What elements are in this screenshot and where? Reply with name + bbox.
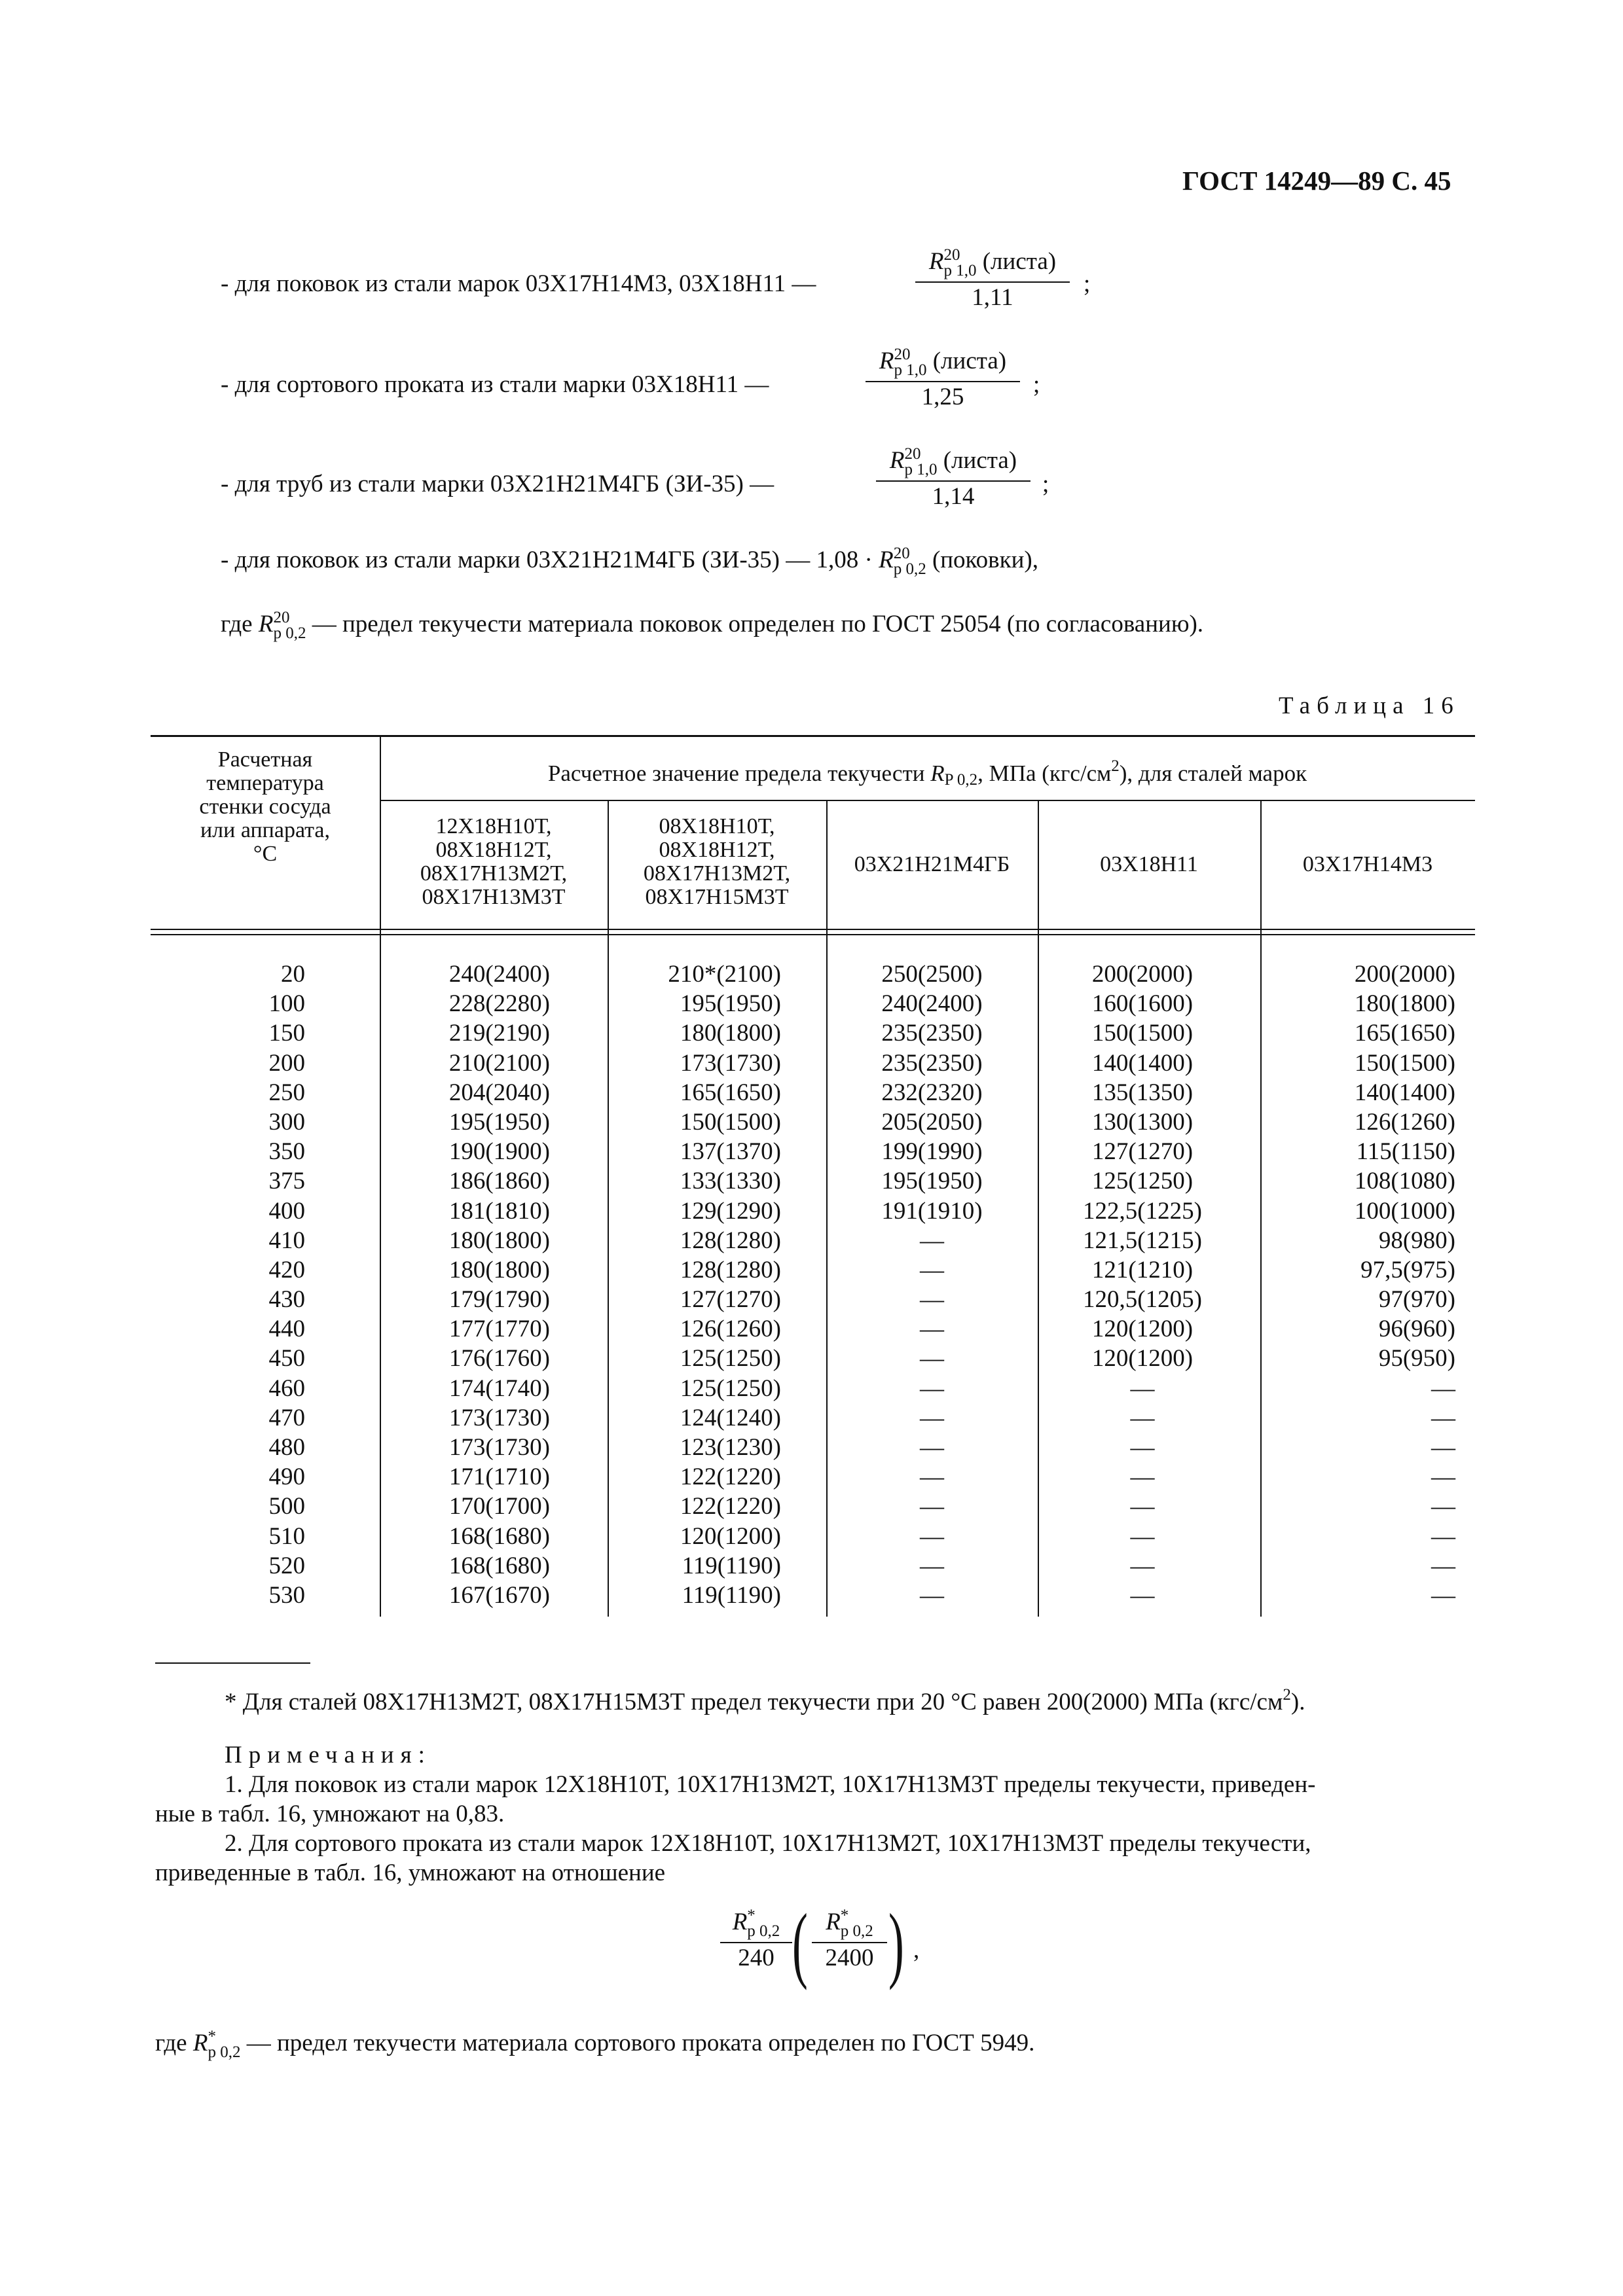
numerator-tail: (листа) [982, 248, 1057, 275]
table-cell: 250 [268, 1079, 305, 1106]
table-cell: 120(1200) [680, 1522, 781, 1550]
R-symbol: R [732, 1909, 748, 1935]
table-cell: — [920, 1404, 944, 1431]
table-cell: — [920, 1316, 944, 1343]
R-symbol: R [192, 2030, 208, 2056]
table-cell: 191(1910) [881, 1197, 983, 1225]
table-cell: — [920, 1463, 944, 1491]
sub: p 1,0 [904, 461, 938, 478]
formula-line-3-text: - для труб из стали марки 03Х21Н21М4ГБ (ЗИ-35) — [221, 471, 775, 497]
table-cell: — [920, 1434, 944, 1461]
table-cell: 97,5(975) [1360, 1256, 1455, 1283]
header-bottom-line-2 [151, 934, 1475, 935]
table-cell: 235(2350) [881, 1049, 983, 1077]
header-line: стенки сосуда [199, 795, 331, 819]
R-symbol: R [879, 547, 894, 573]
table-cell: 122(1220) [680, 1463, 781, 1491]
table-cell: 120(1200) [1091, 1345, 1194, 1372]
denominator: 240 [738, 1945, 775, 1971]
table-cell: 120,5(1205) [1083, 1286, 1202, 1314]
table-cell: 165(1650) [680, 1079, 781, 1106]
sub: p 0,2 [747, 1922, 780, 1940]
footnote [225, 1681, 1305, 1717]
table-cell: 173(1730) [448, 1434, 550, 1461]
table-cell: 127(1270) [680, 1286, 781, 1314]
formula-line-1-text: - для поковок из стали марок 03Х17Н14М3, 03Х18Н11 — [221, 270, 816, 297]
table-cell: — [1431, 1493, 1455, 1520]
table-cell: 20 [281, 961, 305, 988]
table-cell: 100(1000) [1354, 1197, 1455, 1225]
steel-column-4 [1038, 960, 1247, 1610]
sub: p 0,2 [273, 624, 306, 642]
table-cell: 176(1760) [448, 1345, 550, 1372]
table-cell: 121,5(1215) [1083, 1227, 1202, 1254]
steel-header-4 [1038, 853, 1260, 876]
table-cell: — [1130, 1522, 1155, 1550]
table-cell: 170(1700) [448, 1493, 550, 1520]
table-cell: 160(1600) [1091, 990, 1194, 1018]
table-cell: — [1431, 1374, 1455, 1402]
steel-column-3 [826, 960, 1038, 1610]
notes-heading: Примечания: [225, 1742, 431, 1768]
span-header-end: ), для сталей марок [1119, 761, 1307, 786]
table-cell: 180(1800) [680, 1020, 781, 1047]
table-cell: 125(1250) [680, 1345, 781, 1372]
ratio-fraction-2 [812, 1908, 887, 1973]
table-cell: 168(1680) [448, 1522, 550, 1550]
table-cell: 150 [268, 1020, 305, 1047]
header-line: 08Х18Н12Т, [659, 838, 775, 862]
steel-header-2 [608, 815, 826, 909]
table-cell: 100 [268, 990, 305, 1018]
right-paren: ) [888, 1897, 904, 1991]
formula-line-4 [221, 546, 1038, 577]
table-cell: 300 [268, 1108, 305, 1136]
table-cell: — [1130, 1493, 1155, 1520]
table-cell: — [920, 1552, 944, 1579]
table-cell: 460 [268, 1374, 305, 1402]
table-cell: 115(1150) [1356, 1138, 1455, 1166]
R-symbol: R [889, 447, 905, 474]
table-cell: — [1431, 1552, 1455, 1579]
table-cell: 480 [268, 1434, 305, 1461]
table-cell: — [1130, 1463, 1155, 1491]
table-cell: 122(1220) [680, 1493, 781, 1520]
denominator: 1,11 [972, 284, 1013, 311]
table-cell: 126(1260) [1354, 1108, 1455, 1136]
header-line: 08Х17Н13М3Т [422, 885, 566, 909]
table-cell: — [920, 1522, 944, 1550]
table-cell: 174(1740) [448, 1374, 550, 1402]
table-cell: 133(1330) [680, 1168, 781, 1195]
table-cell: 450 [268, 1345, 305, 1372]
table-cell: — [1431, 1581, 1455, 1609]
table-cell: 179(1790) [448, 1286, 550, 1314]
table-cell: 124(1240) [680, 1404, 781, 1431]
table-top-border [151, 735, 1475, 737]
where-text: — предел текучести материала поковок определен по ГОСТ 25054 (по согласованию). [312, 611, 1204, 637]
table-cell: 119(1190) [682, 1552, 781, 1579]
header-line: 08Х17Н15М3Т [645, 885, 789, 909]
table-cell: 150(1500) [680, 1108, 781, 1136]
denominator: 1,14 [932, 483, 975, 510]
table-cell: 232(2320) [881, 1079, 983, 1106]
table-cell: 127(1270) [1091, 1138, 1194, 1166]
table-cell: 150(1500) [1354, 1049, 1455, 1077]
table-cell: 240(2400) [448, 961, 550, 988]
sub: p 0,2 [840, 1922, 873, 1940]
where-lead: где [155, 2030, 187, 2056]
table-cell: — [1130, 1374, 1155, 1402]
sup: 20 [943, 246, 960, 264]
left-paren: ( [792, 1897, 808, 1991]
note-2-line-1: 2. Для сортового проката из стали марок 12Х18Н10Т, 10Х17Н13М2Т, 10Х17Н13М3Т пределы текучести, [225, 1830, 1311, 1857]
page-header: ГОСТ 14249—89 С. 45 [1182, 166, 1451, 196]
header-line: температура [206, 771, 324, 795]
header-line: 03Х17Н14М3 [1302, 852, 1433, 876]
table-cell: 120(1200) [1091, 1316, 1194, 1343]
table-cell: 240(2400) [881, 990, 983, 1018]
table-cell: 400 [268, 1197, 305, 1225]
table-cell: 410 [268, 1227, 305, 1254]
span-header-pre: Расчетное значение предела текучести [547, 761, 925, 786]
table-cell: — [1130, 1581, 1155, 1609]
table-cell: — [1431, 1434, 1455, 1461]
table-cell: 180(1800) [1354, 990, 1455, 1018]
table-cell: 123(1230) [680, 1434, 781, 1461]
sup: * [840, 1907, 849, 1924]
header-line: °С [253, 842, 278, 866]
table-cell: — [1130, 1434, 1155, 1461]
R-symbol: R [930, 761, 945, 786]
table-cell: 167(1670) [448, 1581, 550, 1609]
span-header-post: , МПа (кгс/см [977, 761, 1112, 786]
table-cell: 204(2040) [448, 1079, 550, 1106]
table-cell: — [1130, 1552, 1155, 1579]
where-line-2 [155, 2029, 1034, 2060]
where-lead: где [221, 611, 253, 637]
table-cell: 200 [268, 1049, 305, 1077]
sup: 20 [894, 346, 911, 363]
note-1-line-2: ные в табл. 16, умножают на 0,83. [155, 1801, 505, 1827]
formula-line-1-fraction [915, 247, 1070, 313]
table-cell: 150(1500) [1091, 1020, 1194, 1047]
table-cell: — [1130, 1404, 1155, 1431]
table-cell: — [920, 1286, 944, 1314]
table-cell: 510 [268, 1522, 305, 1550]
table-cell: 470 [268, 1404, 305, 1431]
note-2-line-2: приведенные в табл. 16, умножают на отношение [155, 1859, 666, 1886]
table-cell: 235(2350) [881, 1020, 983, 1047]
formula-line-1-end: ; [1084, 270, 1091, 297]
formula-line-2-text: - для сортового проката из стали марки 03Х18Н11 — [221, 371, 769, 398]
table-cell: 205(2050) [881, 1108, 983, 1136]
table-cell: 122,5(1225) [1083, 1197, 1202, 1225]
table-cell: 350 [268, 1138, 305, 1166]
note-1-line-1: 1. Для поковок из стали марок 12Х18Н10Т, 10Х17Н13М2Т, 10Х17Н13М3Т пределы текучести, приведен- [225, 1771, 1316, 1798]
table-cell: 121(1210) [1091, 1256, 1194, 1283]
footnote-rule [155, 1662, 310, 1664]
table-cell: 97(970) [1378, 1286, 1455, 1314]
header-line: 08Х17Н13М2Т, [420, 861, 568, 886]
table-cell: — [1431, 1522, 1455, 1550]
sub: p 0,2 [208, 2043, 241, 2061]
table-cell: 181(1810) [448, 1197, 550, 1225]
header-line: 03Х21Н21М4ГБ [854, 852, 1010, 876]
table-cell: 165(1650) [1354, 1020, 1455, 1047]
table-cell: 168(1680) [448, 1552, 550, 1579]
steel-column-2 [608, 960, 781, 1610]
table-cell: 137(1370) [680, 1138, 781, 1166]
header-line: Расчетная [217, 747, 313, 772]
where-line-1 [221, 610, 1203, 641]
sup: * [208, 2028, 216, 2045]
R-symbol: R [258, 611, 274, 637]
footnote-end: ). [1290, 1689, 1305, 1715]
table-cell: 228(2280) [448, 990, 550, 1018]
header-line: 08Х18Н10Т, [659, 814, 775, 838]
table-cell: 140(1400) [1091, 1049, 1194, 1077]
R-symbol: R [879, 348, 894, 374]
table-cell: 195(1950) [881, 1168, 983, 1195]
steel-header-1 [380, 815, 608, 909]
numerator-tail: (листа) [943, 447, 1017, 474]
R-symbol: R [826, 1909, 841, 1935]
table-caption: Таблица 16 [1279, 692, 1460, 719]
table-cell: 210*(2100) [668, 961, 781, 988]
table-cell: 219(2190) [448, 1020, 550, 1047]
table-cell: 186(1860) [448, 1168, 550, 1195]
steel-header-3 [826, 853, 1038, 876]
table-cell: 200(2000) [1091, 961, 1194, 988]
header-bottom-line-1 [151, 929, 1475, 930]
steel-column-1 [380, 960, 550, 1610]
table-cell: 119(1190) [682, 1581, 781, 1609]
table-cell: 195(1950) [448, 1108, 550, 1136]
R-symbol: R [928, 248, 944, 275]
table-cell: 125(1250) [1091, 1168, 1194, 1195]
sup: 2 [1111, 757, 1120, 775]
table-cell: — [920, 1227, 944, 1254]
yield-strength-table [151, 735, 1475, 1617]
header-line: 08Х17Н13М2Т, [643, 861, 791, 886]
table-cell: 96(960) [1378, 1316, 1455, 1343]
table-cell: 195(1950) [680, 990, 781, 1018]
temperature-header [151, 748, 380, 866]
table-cell: 171(1710) [448, 1463, 550, 1491]
table-cell: 125(1250) [680, 1374, 781, 1402]
sub: P 0,2 [944, 771, 978, 789]
header-line: 03Х18Н11 [1100, 852, 1198, 876]
footnote-text: * Для сталей 08Х17Н13М2Т, 08Х17Н15М3Т предел текучести при 20 °С равен 200(2000) МПа (кгс/см [225, 1689, 1283, 1715]
table-cell: 140(1400) [1354, 1079, 1455, 1106]
steel-column-5 [1260, 960, 1455, 1610]
sup: 20 [904, 445, 921, 463]
table-cell: — [920, 1493, 944, 1520]
table-cell: 108(1080) [1354, 1168, 1455, 1195]
denominator: 2400 [825, 1945, 874, 1971]
table-cell: — [1431, 1463, 1455, 1491]
denominator: 1,25 [921, 384, 964, 410]
span-header [380, 755, 1475, 792]
table-cell: 490 [268, 1463, 305, 1491]
table-cell: 500 [268, 1493, 305, 1520]
ratio-end: , [913, 1937, 920, 1964]
header-line: или аппарата, [200, 818, 331, 842]
table-cell: 530 [268, 1581, 305, 1609]
numerator-tail: (листа) [932, 348, 1007, 374]
table-cell: 199(1990) [881, 1138, 983, 1166]
table-cell: 95(950) [1378, 1345, 1455, 1372]
formula-line-2-fraction [866, 347, 1020, 412]
table-cell: — [920, 1374, 944, 1402]
table-cell: 173(1730) [680, 1049, 781, 1077]
table-cell: 200(2000) [1354, 961, 1455, 988]
table-cell: 250(2500) [881, 961, 983, 988]
subheader-line [380, 800, 1475, 801]
coefficient: 1,08 · [816, 547, 873, 573]
table-cell: 126(1260) [680, 1316, 781, 1343]
table-cell: 520 [268, 1552, 305, 1579]
table-cell: 210(2100) [448, 1049, 550, 1077]
table-cell: 129(1290) [680, 1197, 781, 1225]
formula-line-2-end: ; [1033, 371, 1040, 398]
table-cell: 375 [268, 1168, 305, 1195]
header-line: 12Х18Н10Т, [435, 814, 552, 838]
table-cell: 420 [268, 1256, 305, 1283]
sup: 20 [273, 609, 290, 626]
table-cell: 180(1800) [448, 1227, 550, 1254]
table-cell: 135(1350) [1091, 1079, 1194, 1106]
ratio-fraction-1 [720, 1908, 792, 1973]
table-cell: 180(1800) [448, 1256, 550, 1283]
table-cell: 173(1730) [448, 1404, 550, 1431]
sub: p 1,0 [894, 361, 927, 379]
sub: p 1,0 [943, 262, 977, 279]
sup: 2 [1283, 1686, 1291, 1704]
steel-header-5 [1260, 853, 1475, 876]
table-cell: — [920, 1345, 944, 1372]
header-line: 08Х18Н12Т, [435, 838, 552, 862]
sub: p 0,2 [893, 560, 926, 578]
sup: * [747, 1907, 756, 1924]
formula-line-3-end: ; [1042, 471, 1049, 497]
table-cell: 98(980) [1378, 1227, 1455, 1254]
formula-line-4-text: - для поковок из стали марки 03Х21Н21М4ГБ (ЗИ-35) — [221, 547, 811, 573]
table-cell: 440 [268, 1316, 305, 1343]
sup: 20 [893, 545, 910, 562]
formula-line-3-fraction [876, 446, 1030, 512]
table-cell: 190(1900) [448, 1138, 550, 1166]
table-cell: 430 [268, 1286, 305, 1314]
temperature-column [151, 960, 305, 1610]
formula-line-4-tail: (поковки), [932, 547, 1038, 573]
table-cell: 128(1280) [680, 1256, 781, 1283]
where-text: — предел текучести материала сортового проката определен по ГОСТ 5949. [246, 2030, 1035, 2056]
table-cell: 128(1280) [680, 1227, 781, 1254]
table-cell: — [1431, 1404, 1455, 1431]
table-cell: 130(1300) [1091, 1108, 1194, 1136]
table-cell: — [920, 1581, 944, 1609]
table-cell: — [920, 1256, 944, 1283]
table-cell: 177(1770) [448, 1316, 550, 1343]
